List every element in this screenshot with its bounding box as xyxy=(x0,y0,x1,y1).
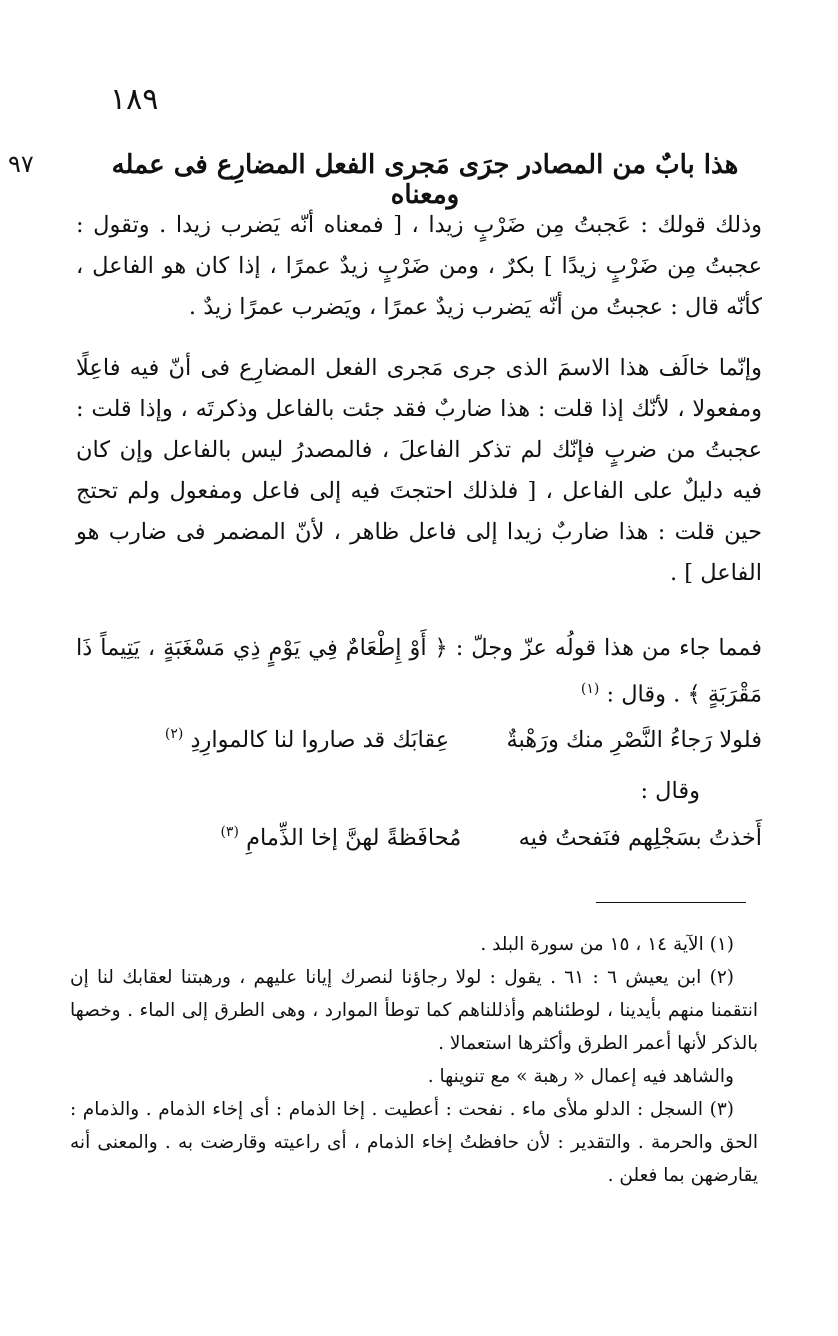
footnote-mark-1: (١) xyxy=(580,681,600,697)
verse-1-first-half: فلولا رَجاءُ النَّصْرِ منك ورَهْبةٌ xyxy=(506,726,762,753)
footnote-1: (١) الآية ١٤ ، ١٥ من سورة البلد . xyxy=(480,934,734,955)
verse-2-first-half: أَخذتُ بسَجْلِهم فنَفحتُ فيه xyxy=(518,824,762,851)
verse-1 xyxy=(76,714,762,760)
paragraph-2: وإنّما خالَف هذا الاسمَ الذى جرى مَجرى الفعل المضارِع فى أنّ فيه فاعِلًا ومفعولا ، لأنّك إذا قلت : هذا ضاربٌ فقد جئت بالفاعل وذكرتَه ، وإذا قلت : عجبتُ من ضربٍ فإنّك لم تذكر الفاعلَ ، فالمصدرُ ليس بالفاعل وإن كان فيه دليلٌ على الفاعل ، [ فلذلك احتجتَ فيه إلى فاعل ومفعول ولم تحتج حين قلت : هذا ضاربٌ زيدا إلى فاعل ظاهر ، لأنّ المضمر فى ضارب هو الفاعل ] . xyxy=(76,355,762,586)
chapter-title: هذا بابٌ من المصادر جرَى مَجرى الفعل المضارِع فى عمله ومعناه xyxy=(111,150,739,210)
footnote-rule xyxy=(596,902,746,903)
paragraph-1: وذلك قولك : عَجبتُ مِن ضَرْبٍ زيدا ، [ فمعناه أنّه يَضرب زيدا . وتقول : عجبتُ مِن ضَرْبٍ زيدًا ] بكرٌ ، ومن ضَرْبٍ زيدٌ عمرًا ، إذا كان هو الفاعل ، كأنّه قال : عجبتُ من أنّه يَضرب زيدٌ عمرًا ، ويَضرب عمرًا زيدٌ . xyxy=(76,212,762,320)
paragraph-3-text: فمما جاء من هذا قولُه عزّ وجلّ : ﴿ أَوْ إِطْعَامٌ فِي يَوْمٍ ذِي مَسْغَبَةٍ ، يَتِيماً ذَا مَقْرَبَةٍ ﴾ . وقال : xyxy=(76,635,762,708)
verse-1-second-half: عِقابَك قد صاروا لنا كالموارِدِ xyxy=(190,726,450,753)
footnotes xyxy=(70,928,758,1192)
footnote-2: (٢) ابن يعيش ٦ : ٦١ . يقول : لولا رجاؤنا لنصرك إيانا عليهم ، ورهبتنا لعقابك لنا إن انتقمنا منهم بأيدينا ، لوطئناهم وأذللناهم كما توطأ الموارد ، وهى الطرق إلى الماء . وخصها بالذكر لأنها أعمر الطرق وأكثرها استعمالا . xyxy=(70,967,758,1054)
verse-2-second-half: مُحافَظةً لهنَّ إخا الذِّمامِ xyxy=(246,824,462,851)
page-number: ١٨٩ xyxy=(110,82,159,117)
footnote-3: (٣) السجل : الدلو ملأى ماء . نفحت : أعطيت . إخا الذمام : أى إخاء الذمام . والذمام : الحق والحرمة . والتقدير : لأن حافظتُ إخاء الذمام ، أى راعيته وقارضت به . والمعنى أنه يقارضهن بما فعلن . xyxy=(70,1099,758,1186)
paragraph-3 xyxy=(76,628,762,716)
footnote-mark-2: (٢) xyxy=(164,726,184,742)
margin-number: ٩٧ xyxy=(8,150,34,178)
footnote-mark-3: (٣) xyxy=(220,824,239,840)
footnote-2-shahid: والشاهد فيه إعمال « رهبة » مع تنوينها . xyxy=(427,1066,734,1087)
wa-qal: وقال : xyxy=(640,778,700,804)
verse-2 xyxy=(76,812,762,858)
